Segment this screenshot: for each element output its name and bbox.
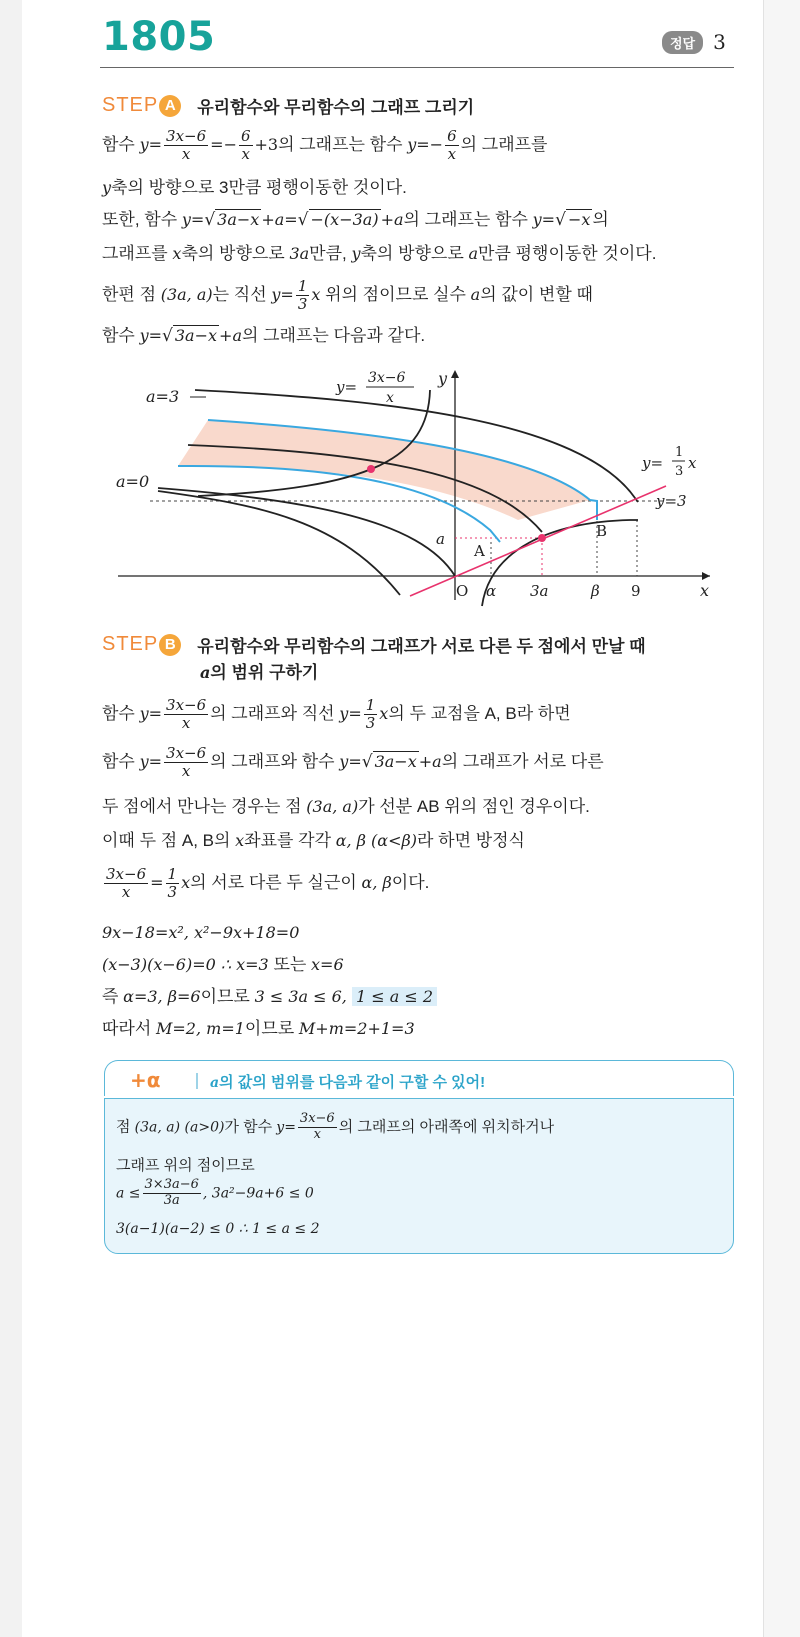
fraction <box>166 866 180 902</box>
step-b-title-line-2 <box>200 658 318 683</box>
math: y= <box>532 210 556 229</box>
text: 이므로 <box>200 987 255 1006</box>
radicand: 3a−x <box>174 326 218 345</box>
math: y <box>351 244 361 263</box>
label-9: 9 <box>631 582 641 600</box>
answer-group <box>662 30 726 54</box>
math: y= <box>339 752 362 772</box>
math: x <box>172 244 182 263</box>
numerator: 3x−6 <box>106 865 147 883</box>
text: 가 선분 AB 위의 점인 경우이다. <box>358 797 590 816</box>
math: 3(a−1)(a−2) ≤ 0 ∴ 1 ≤ a ≤ 2 <box>116 1221 320 1237</box>
text: 만큼, <box>309 244 352 263</box>
label-line-num: 1 <box>675 445 684 460</box>
denominator: 3 <box>297 295 308 314</box>
step-a-title: 유리함수와 무리함수의 그래프 그리기 <box>197 98 475 117</box>
step-a-heading <box>102 93 474 118</box>
denominator: x <box>121 883 131 902</box>
math: α, β (α<β) <box>335 831 417 850</box>
math: y= <box>139 752 163 772</box>
math: +a= <box>261 210 298 229</box>
square-root: √ −(x−3a) <box>297 210 379 230</box>
label-origin: O <box>456 582 469 600</box>
label-point-A: A <box>474 542 485 560</box>
text: 위의 점이므로 실수 <box>320 285 471 305</box>
text: 의 그래프를 <box>460 135 548 155</box>
radicand: −x <box>567 210 591 229</box>
square-root: √ 3a−x <box>162 326 218 346</box>
math: a <box>200 663 211 682</box>
step-label: STEP <box>102 633 159 655</box>
text: 는 직선 <box>212 285 272 305</box>
answer-value: 3 <box>713 30 726 54</box>
text: 축의 방향으로 <box>181 244 290 263</box>
fraction <box>298 1112 337 1143</box>
step-b-line-4 <box>102 831 525 851</box>
text: 의 그래프는 함수 <box>403 210 533 229</box>
math: y= <box>276 1119 296 1136</box>
tip-divider <box>196 1073 198 1089</box>
math: 3 ≤ 3a ≤ 6, <box>254 987 352 1006</box>
numerator: 3×3a−6 <box>144 1177 199 1192</box>
math: x=6 <box>311 955 344 974</box>
text: 그래프 위의 점이므로 <box>116 1157 255 1174</box>
math: x <box>235 831 245 850</box>
numerator: 3x−6 <box>299 1111 335 1126</box>
tip-line-4 <box>116 1220 320 1237</box>
answer-badge: 정답 <box>662 31 703 54</box>
numerator: 6 <box>240 127 251 145</box>
denominator: 3a <box>163 1192 180 1208</box>
point-intersection-left <box>367 465 375 473</box>
math: y <box>102 178 112 197</box>
math: x <box>181 873 191 893</box>
math: a ≤ <box>116 1185 141 1202</box>
text: 의 그래프는 다음과 같다. <box>241 326 426 345</box>
math: 3a <box>289 244 310 263</box>
math: (3a, a) (a>0) <box>134 1119 225 1136</box>
step-b-line-2 <box>102 745 604 781</box>
step-a-badge: A <box>159 95 181 117</box>
denominator: 3 <box>365 714 376 733</box>
square-root: √ 3a−x <box>204 210 260 230</box>
step-b-line-1 <box>102 697 571 733</box>
tip-line-3 <box>116 1178 314 1209</box>
text: 의 범위 구하기 <box>210 663 319 682</box>
right-edge-line <box>763 0 764 1637</box>
math: y= <box>139 326 163 345</box>
numerator: 1 <box>297 277 308 295</box>
numerator: 1 <box>365 696 376 714</box>
step-b-line-6 <box>102 923 299 943</box>
fraction <box>164 128 208 164</box>
math: y= <box>139 135 163 155</box>
math: (3a, a) <box>306 797 359 816</box>
label-hyperbola: y= <box>336 378 358 396</box>
function-graph <box>110 360 720 610</box>
text: 라 하면 방정식 <box>417 831 525 850</box>
fraction <box>143 1178 201 1209</box>
denominator: x <box>313 1126 321 1142</box>
math: a <box>468 244 479 263</box>
text: 그래프를 <box>102 244 173 263</box>
denominator: 3 <box>167 883 178 902</box>
text: 점 <box>116 1118 135 1136</box>
step-a-line-4 <box>102 244 656 264</box>
text: 좌표를 각각 <box>244 831 336 850</box>
radicand: 3a−x <box>374 752 417 772</box>
denominator: x <box>181 145 191 164</box>
math: M=2, m=1 <box>156 1019 245 1038</box>
text: 함수 <box>102 752 140 772</box>
text: 의 그래프의 아래쪽에 위치하거나 <box>338 1118 555 1136</box>
text: 의 두 교점을 A, B라 하면 <box>388 704 571 724</box>
text: 즉 <box>102 987 124 1006</box>
text: 함수 <box>102 135 140 155</box>
label-hyperbola-num: 3x−6 <box>368 370 406 386</box>
hyperbola-branch-right <box>482 520 638 606</box>
label-beta: β <box>591 582 600 600</box>
step-b-line-7 <box>102 955 344 975</box>
denominator: x <box>181 714 191 733</box>
label-line: y= <box>642 454 664 472</box>
math: y= <box>139 704 163 724</box>
step-a-line-2 <box>102 178 407 198</box>
math: M+m=2+1=3 <box>298 1019 415 1038</box>
point-3a-a <box>538 534 546 542</box>
math: y=− <box>407 135 444 155</box>
right-margin <box>764 0 800 1637</box>
text: 이므로 <box>244 1019 299 1038</box>
math: a <box>470 285 481 305</box>
step-b-line-8 <box>102 987 437 1007</box>
math: 9x−18=x², x²−9x+18=0 <box>102 923 300 942</box>
math: (3a, a) <box>160 285 213 305</box>
label-line-x: x <box>688 454 697 472</box>
header-divider <box>100 67 734 68</box>
label-a0: a=0 <box>116 472 150 491</box>
square-root: √ 3a−x <box>361 752 417 773</box>
denominator: x <box>447 145 457 164</box>
step-b-badge: B <box>159 634 181 656</box>
step-a-line-5 <box>102 278 593 314</box>
numerator: 3x−6 <box>166 696 207 714</box>
text: 이다. <box>391 873 430 893</box>
text: 함수 <box>102 704 140 724</box>
math: (x−3)(x−6)=0 ∴ x=3 <box>102 955 269 974</box>
square-root: √ −x <box>555 210 591 230</box>
text: 한편 점 <box>102 285 161 305</box>
label-alpha: α <box>486 582 497 600</box>
text: 두 점에서 만나는 경우는 점 <box>102 797 307 816</box>
label-x-axis: x <box>700 581 710 600</box>
math: y= <box>339 704 362 724</box>
label-point-B: B <box>596 522 608 540</box>
fraction <box>445 128 459 164</box>
tip-line-1 <box>116 1112 554 1143</box>
text: 축의 방향으로 3만큼 평행이동한 것이다. <box>111 178 407 197</box>
text: 의 그래프와 함수 <box>210 752 340 772</box>
text: 의 그래프와 직선 <box>210 704 340 724</box>
step-b-line-5 <box>102 866 429 902</box>
label-y3: y=3 <box>656 492 687 510</box>
fraction <box>164 745 208 781</box>
math: x <box>311 285 321 305</box>
label-line-den: 3 <box>675 464 684 479</box>
highlighted-result: 1 ≤ a ≤ 2 <box>352 987 437 1006</box>
x-axis-arrow <box>702 572 710 580</box>
numerator: 3x−6 <box>166 744 207 762</box>
math: +a <box>380 210 404 229</box>
numerator: 1 <box>167 865 178 883</box>
plus-alpha-icon: +α <box>130 1068 161 1092</box>
tip-title <box>210 1071 485 1092</box>
math: =− <box>210 135 237 155</box>
fraction <box>164 697 208 733</box>
label-hyperbola-den: x <box>386 390 394 406</box>
math: y= <box>271 285 294 305</box>
numerator: 3x−6 <box>166 127 207 145</box>
label-y-axis: y <box>438 369 448 388</box>
text: 의 서로 다른 두 실근이 <box>190 873 362 893</box>
step-b-line-3 <box>102 797 590 817</box>
math: +a <box>418 752 442 772</box>
step-a-line-6 <box>102 326 425 346</box>
label-a3: a=3 <box>146 387 180 406</box>
text: 이때 두 점 A, B의 <box>102 831 236 850</box>
step-label: STEP <box>102 94 159 116</box>
fraction <box>296 278 310 314</box>
step-a-line-1 <box>102 128 547 164</box>
left-margin <box>0 0 22 1637</box>
numerator: 6 <box>447 127 457 145</box>
y-axis-arrow <box>451 370 459 378</box>
step-b-heading <box>102 632 646 657</box>
math: α, β <box>361 873 392 893</box>
math: α=3, β=6 <box>123 987 201 1006</box>
label-a: a <box>436 530 445 548</box>
math: +a <box>219 326 242 345</box>
text: 축의 방향으로 <box>360 244 469 263</box>
text: 또한, 함수 <box>102 210 182 229</box>
text: 의 그래프는 함수 <box>278 135 408 155</box>
math: = <box>150 873 164 893</box>
math: a <box>210 1075 220 1091</box>
math: y= <box>181 210 205 229</box>
denominator: x <box>241 145 250 164</box>
problem-number: 1805 <box>102 14 216 60</box>
step-a-line-3 <box>102 210 609 230</box>
text: 의 그래프가 서로 다른 <box>441 752 604 772</box>
step-b-title-line-1: 유리함수와 무리함수의 그래프가 서로 다른 두 점에서 만날 때 <box>197 637 646 656</box>
fraction <box>364 697 378 733</box>
text: 가 함수 <box>224 1118 277 1136</box>
denominator: x <box>181 762 191 781</box>
text: 의 값이 변할 때 <box>480 285 593 305</box>
tip-line-2 <box>116 1154 255 1175</box>
radicand: 3a−x <box>217 210 260 229</box>
step-b-line-9 <box>102 1019 415 1039</box>
text: 의 <box>592 210 609 229</box>
text: 함수 <box>102 326 140 345</box>
math: , 3a²−9a+6 ≤ 0 <box>202 1185 314 1202</box>
text: 의 값의 범위를 다음과 같이 구할 수 있어! <box>219 1074 486 1091</box>
fraction <box>239 128 253 164</box>
text: 따라서 <box>102 1019 156 1038</box>
text: 만큼 평행이동한 것이다. <box>478 244 657 263</box>
curve-a0-tail <box>158 491 400 595</box>
fraction <box>104 866 148 902</box>
label-3a: 3a <box>530 582 549 600</box>
text: 또는 <box>268 955 312 974</box>
math: +3 <box>254 135 279 155</box>
math: x <box>379 704 389 724</box>
radicand: −(x−3a) <box>310 210 379 229</box>
